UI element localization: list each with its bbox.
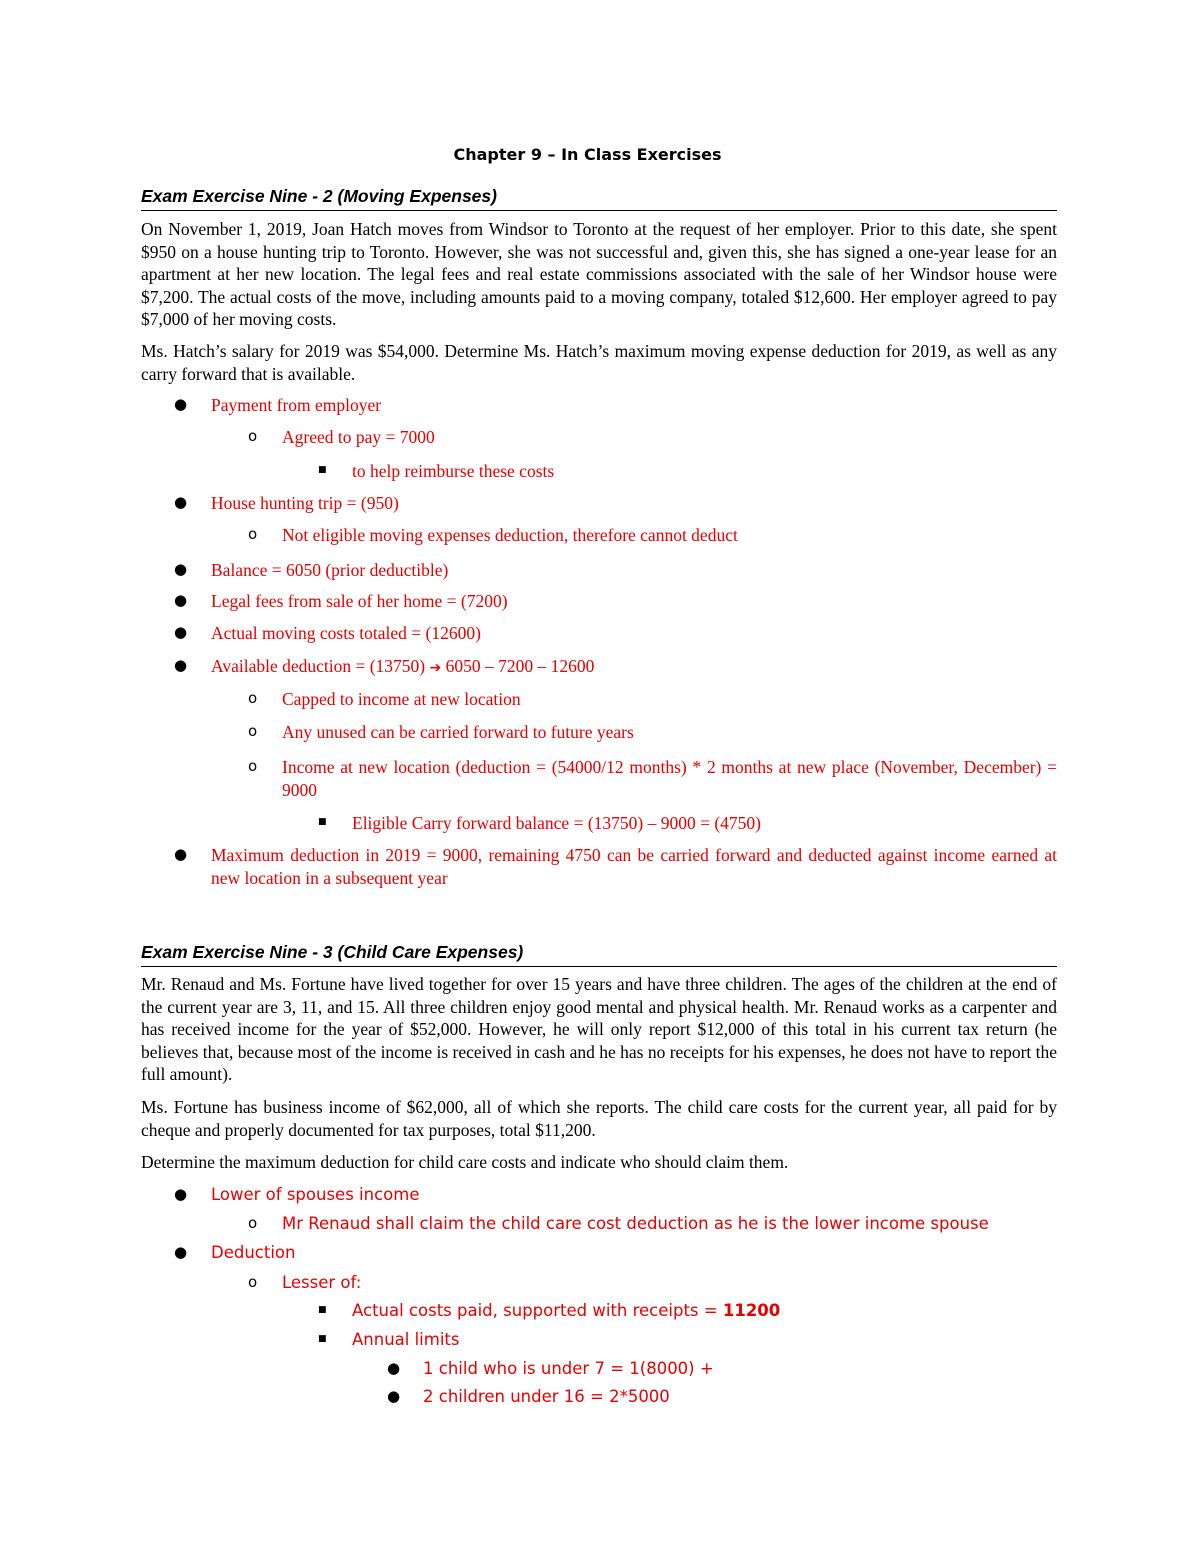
bullet-marker: ●	[387, 1359, 401, 1377]
answer-actual-costs-paid	[352, 1299, 780, 1322]
bullet-marker: ●	[174, 656, 188, 674]
answer-available-deduction	[211, 655, 594, 680]
bullet-marker: ●	[174, 1243, 188, 1261]
answer-child-under-7: 1 child who is under 7 = 1(8000) +	[423, 1359, 714, 1378]
answer-carry-forward-balance: Eligible Carry forward balance = (13750) – 9000 = (4750)	[352, 813, 761, 833]
actual-costs-label: Actual costs paid, supported with receipts =	[352, 1301, 723, 1320]
circle-marker: o	[248, 1273, 258, 1291]
answer-reimburse-costs: to help reimburse these costs	[352, 461, 555, 481]
exercise-3-heading: Exam Exercise Nine - 3 (Child Care Expenses)	[141, 942, 1057, 967]
available-deduction-label: Available deduction = (13750)	[211, 656, 426, 676]
answer-lesser-of: Lesser of:	[282, 1273, 362, 1292]
circle-marker: o	[248, 525, 258, 543]
bullet-marker: ●	[387, 1387, 401, 1405]
answer-lower-spouse-income: Lower of spouses income	[211, 1185, 420, 1204]
exercise-3-paragraph-2: Ms. Fortune has business income of $62,000, all of which she reports. The child care costs for the current year, all paid for by cheque and properly documented for tax purposes, total $11,200.	[141, 1097, 1057, 1140]
answer-children-under-16: 2 children under 16 = 2*5000	[423, 1387, 670, 1406]
circle-marker: o	[248, 427, 258, 445]
answer-annual-limits: Annual limits	[352, 1330, 460, 1349]
answer-capped-to-income: Capped to income at new location	[282, 689, 521, 709]
circle-marker: o	[248, 722, 258, 740]
exercise-3-paragraph-1: Mr. Renaud and Ms. Fortune have lived together for over 15 years and have three children. The ages of the children at the end of the current year are 3, 11, and 15. All three children enjoy good mental and physical health. Mr. Renaud works as a carpenter and has received income for the year of $52,000. However, he will only report $12,000 of this total in his current tax return (he believes that, because most of the income is received in cash and he has no receipts for his expenses, he does not have to report the full amount).	[141, 974, 1058, 1084]
answer-renaud-claims: Mr Renaud shall claim the child care cost deduction as he is the lower income spouse	[282, 1214, 989, 1233]
bullet-marker: ●	[174, 1185, 188, 1203]
answer-legal-fees: Legal fees from sale of her home = (7200)	[211, 591, 508, 611]
answer-balance: Balance = 6050 (prior deductible)	[211, 560, 449, 580]
answer-not-eligible: Not eligible moving expenses deduction, therefore cannot deduct	[282, 525, 738, 545]
exercise-2-paragraph-2: Ms. Hatch’s salary for 2019 was $54,000. Determine Ms. Hatch’s maximum moving expense deduction for 2019, as well as any carry forward that is available.	[141, 341, 1057, 384]
answer-maximum-deduction: Maximum deduction in 2019 = 9000, remaining 4750 can be carried forward and deducted against income earned at new location in a subsequent year	[211, 845, 1057, 888]
bullet-marker: ●	[174, 623, 188, 641]
answer-house-hunting-trip: House hunting trip = (950)	[211, 493, 399, 513]
exercise-3-paragraph-3: Determine the maximum deduction for child care costs and indicate who should claim them.	[141, 1152, 789, 1172]
answer-actual-moving-costs: Actual moving costs totaled = (12600)	[211, 623, 481, 643]
circle-marker: o	[248, 689, 258, 707]
bullet-marker: ●	[174, 845, 188, 863]
square-marker: ■	[318, 1334, 327, 1344]
circle-marker: o	[248, 1214, 258, 1232]
actual-costs-value: 11200	[722, 1301, 781, 1320]
exercise-2-heading: Exam Exercise Nine - 2 (Moving Expenses)	[141, 186, 1057, 211]
answer-payment-from-employer: Payment from employer	[211, 395, 382, 415]
answer-agreed-to-pay: Agreed to pay = 7000	[282, 427, 435, 447]
square-marker: ■	[318, 1305, 327, 1315]
page-title: Chapter 9 – In Class Exercises	[453, 145, 722, 164]
answer-deduction: Deduction	[211, 1243, 296, 1262]
bullet-marker: ●	[174, 591, 188, 609]
bullet-marker: ●	[174, 560, 188, 578]
available-deduction-calc: 6050 – 7200 – 12600	[445, 656, 595, 676]
answer-carried-forward: Any unused can be carried forward to future years	[282, 722, 634, 742]
square-marker: ■	[318, 465, 327, 475]
exercise-2-paragraph-1: On November 1, 2019, Joan Hatch moves from Windsor to Toronto at the request of her employer. Prior to this date, she spent $950 on a house hunting trip to Toronto. However, she was not successful and, given this, she has signed a one-year lease for an apartment at her new location. The legal fees and real estate commissions associated with the sale of her Windsor house were $7,200. The actual costs of the move, including amounts paid to a moving company, totaled $12,600. Her employer agreed to pay $7,000 of her moving costs.	[141, 219, 1057, 329]
bullet-marker: ●	[174, 395, 188, 413]
answer-income-at-new-location: Income at new location (deduction = (54000/12 months) * 2 months at new place (November, December) = 9000	[282, 757, 1057, 800]
square-marker: ■	[318, 817, 327, 827]
circle-marker: o	[248, 757, 258, 775]
arrow-icon: ➔	[429, 660, 442, 676]
bullet-marker: ●	[174, 493, 188, 511]
